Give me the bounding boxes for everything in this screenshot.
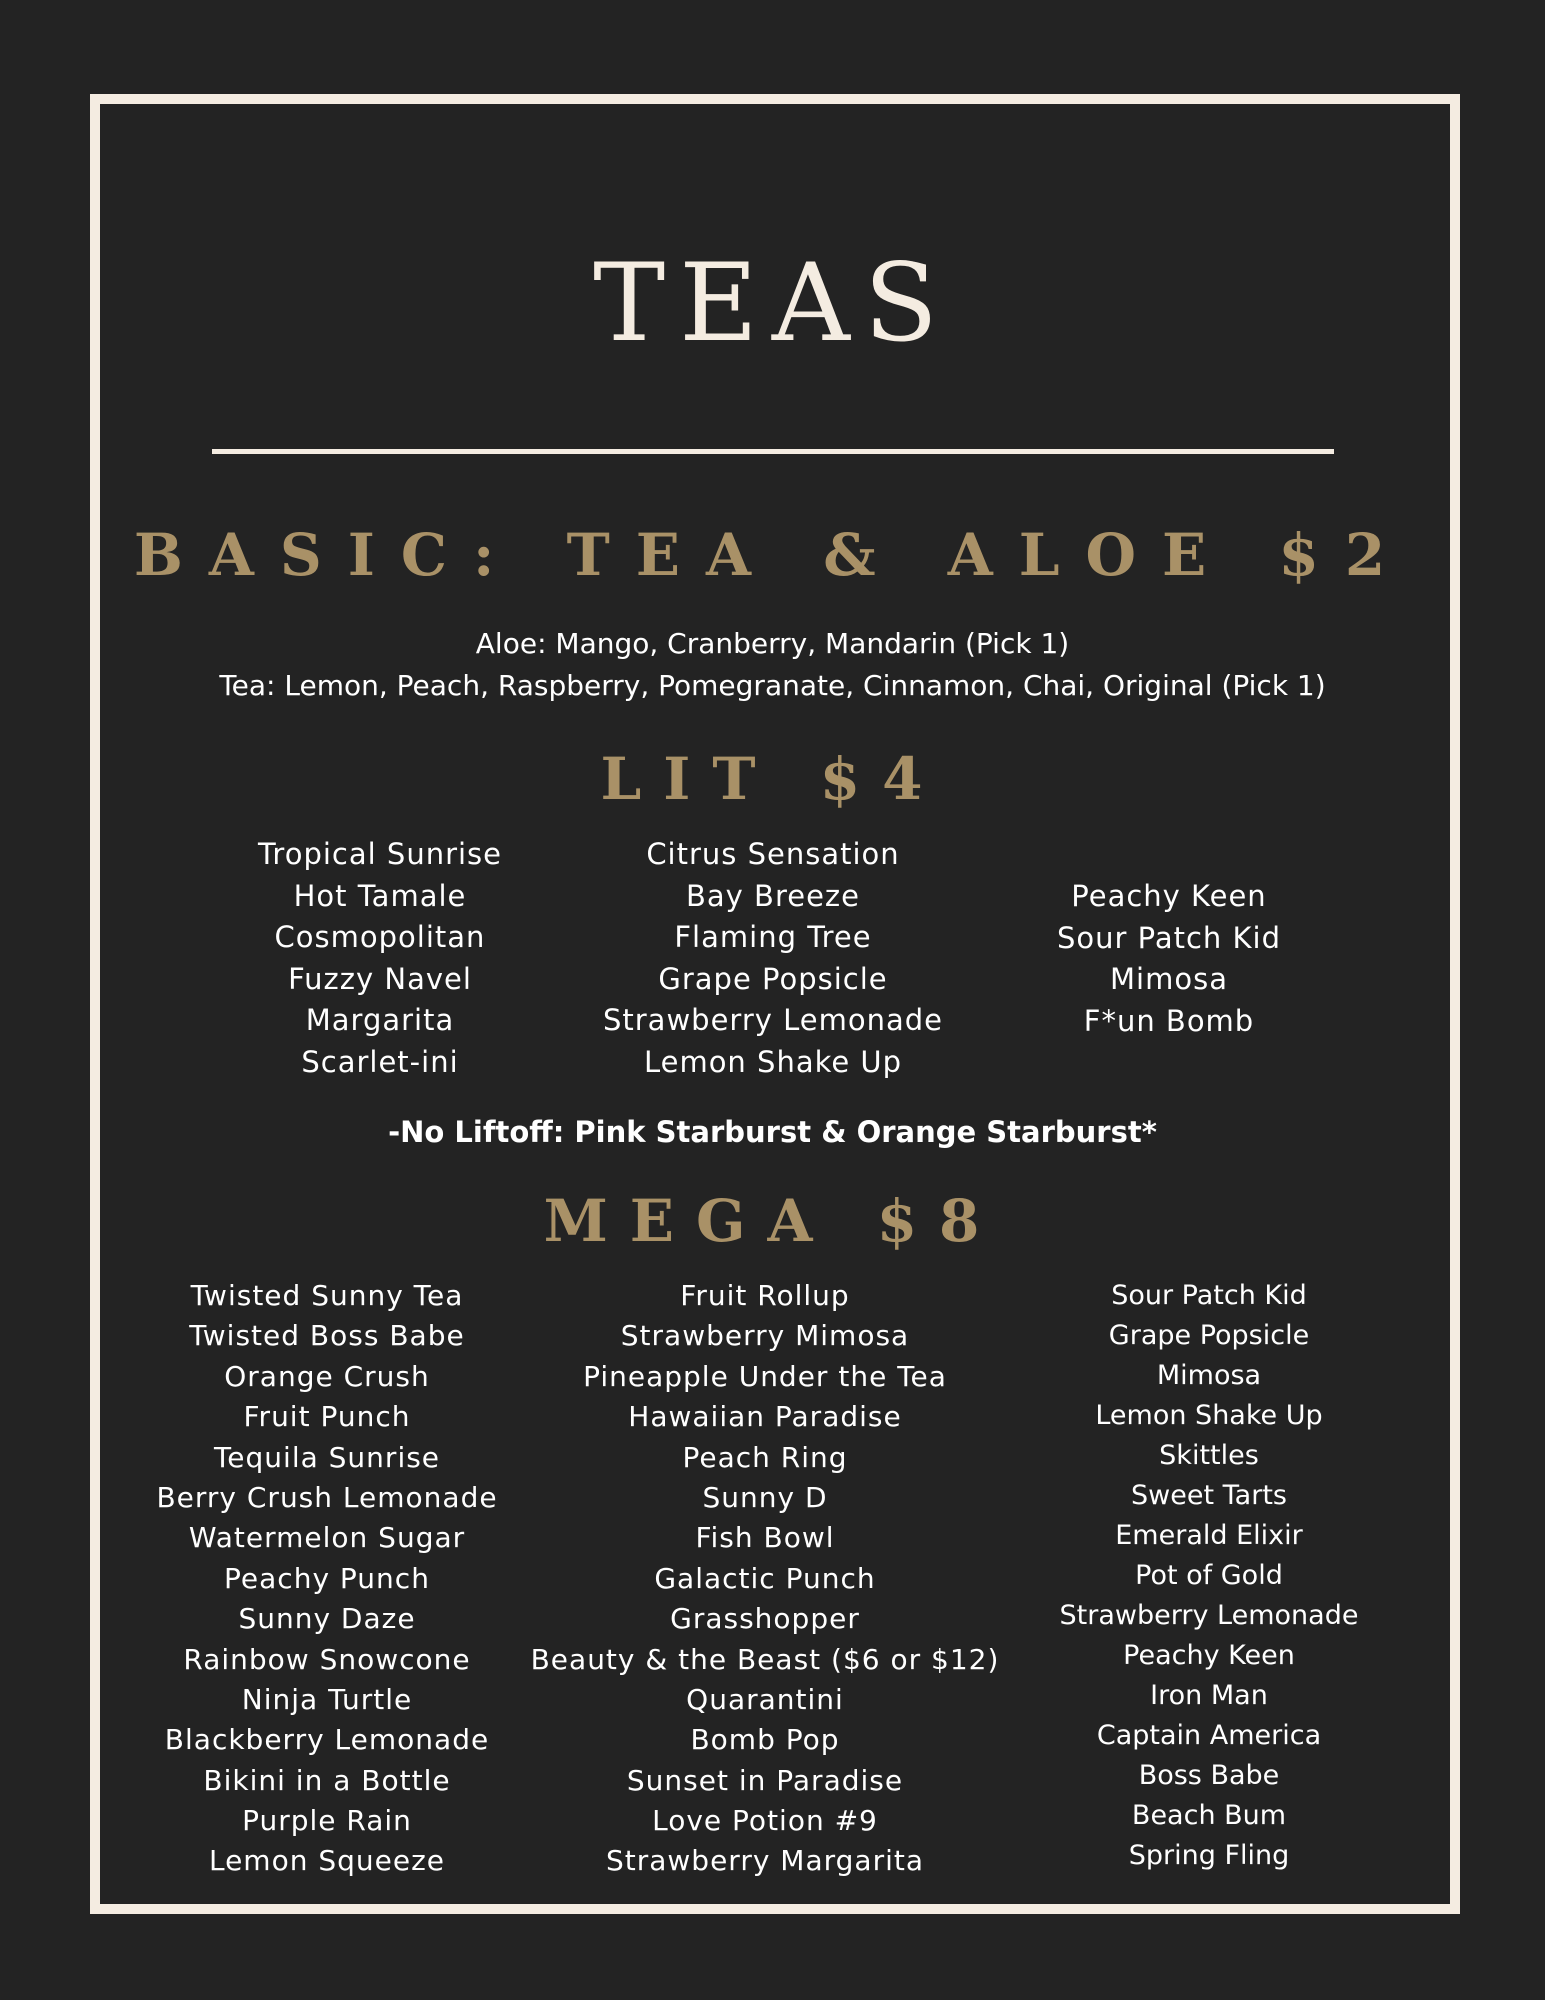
menu-item: Blackberry Lemonade <box>164 1723 490 1757</box>
menu-item: Strawberry Lemonade <box>1059 1600 1359 1631</box>
menu-item: Bikini in a Bottle <box>203 1763 451 1797</box>
menu-item: Beauty & the Beast ($6 or $12) <box>530 1642 1000 1676</box>
menu-item: Tropical Sunrise <box>257 837 503 871</box>
menu-item: Hot Tamale <box>293 878 467 913</box>
menu-item: Orange Crush <box>224 1359 430 1393</box>
menu-item: Grape Popsicle <box>1108 1320 1310 1351</box>
menu-item: Sunny Daze <box>238 1602 416 1636</box>
menu-item: Tequila Sunrise <box>213 1440 441 1474</box>
menu-title: TEAS <box>593 241 952 366</box>
menu-item: Captain America <box>1096 1720 1322 1751</box>
menu-item: Love Potion #9 <box>652 1804 878 1838</box>
menu-item: Lemon Shake Up <box>643 1044 903 1079</box>
menu-item: Mimosa <box>1156 1360 1262 1391</box>
menu-item: Peachy Keen <box>1071 879 1267 913</box>
basic-aloe-options: Aloe: Mango, Cranberry, Mandarin (Pick 1) <box>475 627 1070 660</box>
menu-item: Strawberry Mimosa <box>620 1319 910 1353</box>
menu-item: Berry Crush Lemonade <box>156 1480 498 1514</box>
mega-section-heading: MEGA $8 <box>543 1187 1002 1255</box>
menu-item: Margarita <box>305 1003 455 1038</box>
menu-item: Twisted Boss Babe <box>189 1319 465 1353</box>
menu-item: Scarlet-ini <box>301 1044 459 1079</box>
menu-item: Citrus Sensation <box>646 837 900 871</box>
menu-item: Skittles <box>1159 1440 1259 1471</box>
menu-item: Peachy Punch <box>224 1561 430 1595</box>
menu-item: Strawberry Lemonade <box>602 1003 944 1038</box>
menu-item: Cosmopolitan <box>274 920 486 955</box>
menu-item: Bomb Pop <box>690 1723 840 1757</box>
menu-item: Sunny D <box>702 1480 828 1514</box>
menu-item: Grape Popsicle <box>658 961 888 996</box>
lit-column-2 <box>573 834 973 1084</box>
lit-section-heading: LIT $4 <box>600 745 945 813</box>
menu-item: Pineapple Under the Tea <box>583 1359 947 1393</box>
menu-item: Pot of Gold <box>1135 1560 1283 1591</box>
menu-item: Strawberry Margarita <box>605 1844 925 1878</box>
mega-column-2 <box>515 1276 1015 1882</box>
menu-item: Spring Fling <box>1128 1840 1290 1871</box>
menu-item: Peach Ring <box>682 1440 848 1474</box>
menu-item: Fuzzy Navel <box>288 961 472 996</box>
menu-item: Fish Bowl <box>695 1521 835 1555</box>
menu-item: Quarantini <box>686 1682 844 1716</box>
menu-item: Fruit Rollup <box>680 1279 850 1312</box>
menu-item: Twisted Sunny Tea <box>190 1279 464 1312</box>
menu-item: Bay Breeze <box>686 878 860 913</box>
basic-section-heading: BASIC: TEA & ALOE $2 <box>133 521 1412 589</box>
menu-item: Purple Rain <box>242 1804 412 1838</box>
no-liftoff-note: -No Liftoff: Pink Starburst & Orange Starburst* <box>388 1115 1157 1149</box>
lit-column-1 <box>180 834 580 1084</box>
menu-item: Iron Man <box>1150 1680 1268 1711</box>
menu-item: Grasshopper <box>670 1602 860 1636</box>
menu-item: Hawaiian Paradise <box>628 1400 902 1434</box>
menu-item: Rainbow Snowcone <box>183 1642 471 1676</box>
menu-item: Emerald Elixir <box>1115 1520 1303 1551</box>
menu-item: Watermelon Sugar <box>188 1521 466 1555</box>
menu-item: Galactic Punch <box>654 1561 876 1595</box>
mega-column-3 <box>1009 1276 1409 1876</box>
menu-item: Sweet Tarts <box>1131 1480 1287 1511</box>
menu-item: Beach Bum <box>1131 1800 1287 1831</box>
mega-column-1 <box>127 1276 527 1882</box>
menu-item: Ninja Turtle <box>241 1682 413 1716</box>
menu-item: Peachy Keen <box>1123 1640 1295 1671</box>
menu-item: Fruit Punch <box>243 1400 411 1434</box>
menu-item: F*un Bomb <box>1083 1003 1255 1038</box>
menu-item: Mimosa <box>1110 962 1228 997</box>
title-divider <box>212 449 1334 454</box>
menu-item: Sunset in Paradise <box>626 1763 904 1797</box>
menu-item: Flaming Tree <box>674 920 872 955</box>
menu-item: Sour Patch Kid <box>1111 1280 1307 1311</box>
menu-item: Lemon Squeeze <box>208 1844 446 1878</box>
menu-item: Sour Patch Kid <box>1056 920 1282 955</box>
lit-column-3 <box>969 876 1369 1042</box>
menu-item: Lemon Shake Up <box>1095 1400 1323 1431</box>
menu-item: Boss Babe <box>1138 1760 1280 1791</box>
basic-tea-options: Tea: Lemon, Peach, Raspberry, Pomegranate, Cinnamon, Chai, Original (Pick 1) <box>219 669 1326 702</box>
